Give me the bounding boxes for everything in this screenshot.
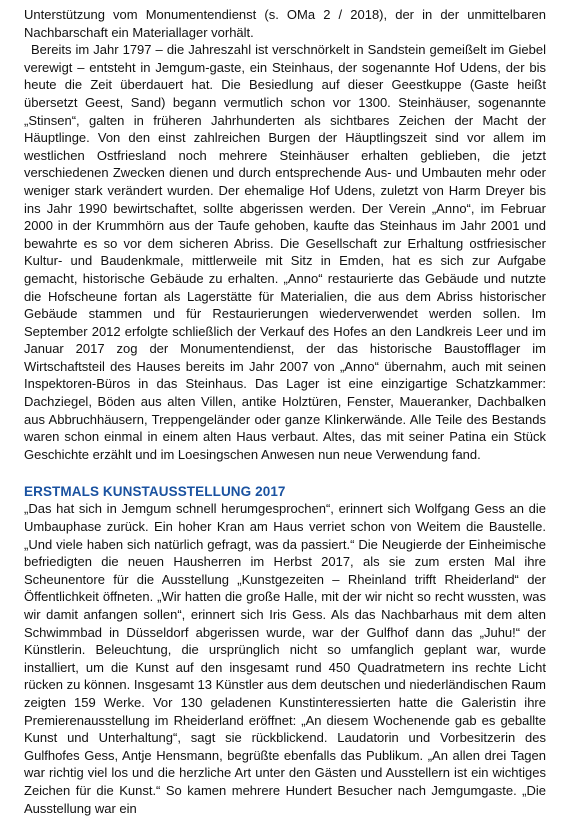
- article-page: [24, 6, 546, 817]
- paragraph-1: Unterstützung vom Monumentendienst (s. OMa 2 / 2018), der in der unmittelbaren Nachbarschaft ein Materiallager vorhält.: [24, 7, 546, 40]
- paragraph-3: „Das hat sich in Jemgum schnell herumgesprochen“, erinnert sich Wolfgang Gess an die Umbauphase zurück. Ein hoher Kran am Haus verriet schon von Weitem die Baustelle. „Und viele haben sich natürlich gefragt, was da passiert.“ Die Neugierde der Einheimische befriedigten die neuen Hausherren im Herbst 2017, als sie zum ersten Mal ihre Scheunentore für die Ausstellung „Kunstgezeiten – Rheinland trifft Rheiderland“ der Öffentlichkeit öffneten. „Wir hatten die große Halle, mit der wir nicht so recht wussten, was wir damit anfangen sollen“, erinnert sich Iris Gess. Als das Nachbarhaus mit dem alten Schwimmbad in Düsseldorf abgerissen wurde, war der Gulfhof dann das „Juhu!“ der Künstlerin. Beleuchtung, die ursprünglich nicht so umfanglich geplant war, wurde installiert, um die Kunst auf den insgesamt rund 450 Quadratmetern ins rechte Licht rücken zu können. Insgesamt 13 Künstler aus dem deutschen und niederländischen Raum zeigten 159 Werke. Vor 130 geladenen Kunstinteressierten hatte die Galeristin ihre Premierenausstellung im Rheiderland eröffnet: „An diesem Wochenende gab es geballte Kunst und Unterhaltung“, sagt sie rückblickend. Laudatorin und Vorbesitzerin des Gulfhofes Gess, Antje Hensmann, begrüßte ebenfalls das Publikum. „An allen drei Tagen war richtig viel los und die herzliche Art unter den Gästen und Ausstellern ist ein wichtiges Zeichen für die Kunst.“ So kamen mehrere Hundert Besucher nach Jemgumgaste. „Die Ausstellung war ein: [24, 501, 546, 816]
- section-heading: ERSTMALS KUNSTAUSSTELLUNG 2017: [24, 484, 286, 500]
- paragraph-2: Bereits im Jahr 1797 – die Jahreszahl ist verschnörkelt in Sandstein gemeißelt im Giebel verewigt – entsteht in Jemgum-gaste, ein Steinhaus, der sogenannte Hof Udens, der bis heute die Zeit überdauert hat. Die Besiedlung auf dieser Geestkuppe (Gaste heißt übersetzt Geest, Sand) begann vermutlich schon vor 1300. Steinhäuser, sogenannte „Stinsen“, galten in früheren Jahrhunderten als sichtbares Zeichen der Macht der Häuptlinge. Von den einst zahlreichen Burgen der Häuptlingszeit sind vor allem im westlichen Ostfriesland noch mehrere Steinhäuser erhalten geblieben, die jetzt verschiedenen Zwecken dienen und durch entsprechende Aus- und Umbauten mehr oder weniger stark verändert wurden. Der ehemalige Hof Udens, zuletzt von Harm Dreyer bis ins Jahr 1990 bewirtschaftet, sollte abgerissen werden. Der Verein „Anno“, im Februar 2000 in der Krummhörn aus der Taufe gehoben, kaufte das Steinhaus im Jahr 2001 und bewahrte es so vor dem sicheren Abriss. Die Gesellschaft zur Erhaltung ostfriesischer Kultur- und Baudenkmale, mittlerweile mit Sitz in Emden, hat es sich zur Aufgabe gemacht, historische Gebäude zu erhalten. „Anno“ restaurierte das Gebäude und nutzte die Hofscheune fortan als Lagerstätte für Materialien, die aus dem Abriss historischer Gebäude stammen und für Restaurierungen wiederverwendet werden sollen. Im September 2012 erfolgte schließlich der Verkauf des Hofes an den Landkreis Leer und im Januar 2017 zog der Monumentendienst, der das historische Baustofflager im Wirtschaftsteil des Hauses bereits im Jahr 2007 von „Anno“ übernahm, auch mit seinen Inspektoren-Büros in das Steinhaus. Das Lager ist eine einzigartige Schatzkammer: Dachziegel, Böden aus alten Villen, antike Holztüren, Fenster, Maueranker, Dachbalken aus Abbruchhäusern, Treppengeländer oder ganze Klinkerwände. Alle Teile des Bestands waren schon einmal in einem alten Haus verbaut. Altes, das mit seiner Patina ein Stück Geschichte erzählt und im Loesingschen Anwesen nun neue Verwendung fand.: [24, 42, 546, 462]
